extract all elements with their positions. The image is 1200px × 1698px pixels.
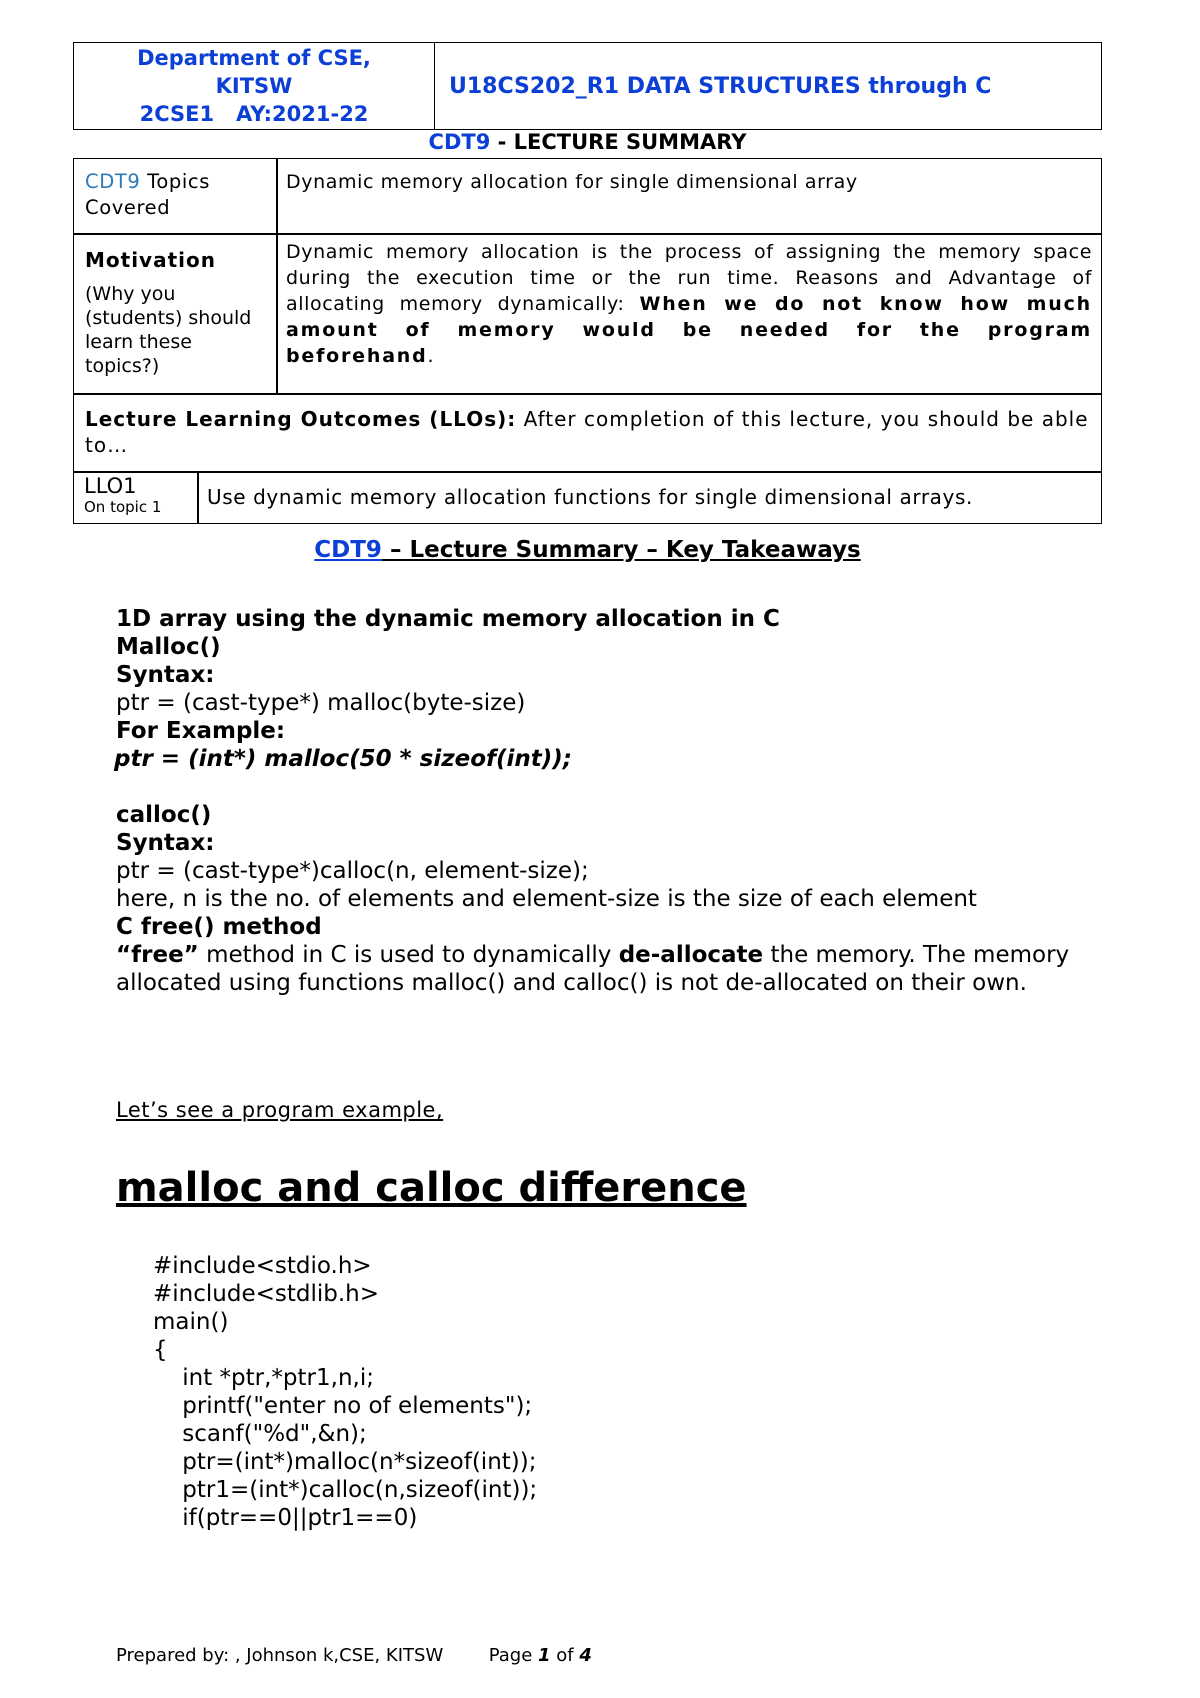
- free-paragraph: [116, 941, 1096, 997]
- main-content: [116, 605, 1096, 997]
- code-line: if(ptr==0||ptr1==0): [153, 1505, 418, 1531]
- motivation-text-end: .: [427, 345, 435, 367]
- subtitle-code: CDT9: [428, 130, 491, 154]
- topics-label: Topics Covered: [85, 170, 210, 219]
- free-text-2: the memory. The memory allocated using functions malloc() and calloc() is not de-allocated on their own.: [116, 942, 1070, 996]
- code-line: int *ptr,*ptr1,n,i;: [153, 1365, 374, 1391]
- motivation-text-plain: Dynamic memory allocation is the process of assigning the memory space during the execution time or the run time. Reasons and Advantage of allocating memory dynamically:: [286, 241, 1092, 315]
- llo1-label-cell: [73, 471, 199, 524]
- free-title: C free() method: [116, 914, 322, 940]
- calloc-here-line: here, n is the no. of elements and element-size is the size of each element: [116, 886, 977, 912]
- free-bold: de-allocate: [618, 942, 764, 968]
- course-title: U18CS202_R1 DATA STRUCTURES through C: [435, 43, 1102, 130]
- department-cell: [74, 43, 435, 130]
- section-heading: 1D array using the dynamic memory allocation in C: [116, 606, 780, 632]
- free-quoted: “free”: [116, 942, 199, 968]
- footer: [116, 1645, 592, 1666]
- motivation-sublabel: (Why you (students) should learn these topics?): [85, 283, 252, 377]
- code-line: ptr1=(int*)calloc(n,sizeof(int));: [153, 1477, 538, 1503]
- malloc-syntax-line: ptr = (cast-type*) malloc(byte-size): [116, 690, 526, 716]
- llo-header-rest: After completion of this lecture, you should be able to…: [85, 407, 1089, 457]
- llo1-sublabel: On topic 1: [84, 498, 162, 516]
- lecture-summary-subtitle: [0, 130, 1175, 154]
- llo1-label: LLO1: [84, 474, 137, 498]
- program-example-link: Let’s see a program example,: [116, 1098, 444, 1122]
- malloc-syntax-label: Syntax:: [116, 662, 215, 688]
- llo-header-cell: [73, 393, 1102, 473]
- motivation-text-bold: When we do not know how much amount of memory would be needed for the program beforehand: [286, 293, 1092, 367]
- example-line: ptr = (int*) malloc(50 * sizeof(int));: [114, 746, 573, 772]
- motivation-label: Motivation: [85, 248, 216, 272]
- example-label: For Example:: [116, 718, 286, 744]
- calloc-syntax-label: Syntax:: [116, 830, 215, 856]
- topics-value-cell: [276, 158, 1102, 235]
- code-line: main(): [153, 1309, 229, 1335]
- motivation-text-cell: [276, 233, 1102, 395]
- calloc-syntax-line: ptr = (cast-type*)calloc(n, element-size);: [116, 858, 589, 884]
- code-line: #include<stdio.h>: [153, 1253, 372, 1279]
- prepared-by: Prepared by: , Johnson k,CSE, KITSW: [116, 1645, 444, 1666]
- page-number: 1: [538, 1645, 551, 1666]
- llo1-text-cell: [197, 471, 1102, 524]
- code-line: #include<stdlib.h>: [153, 1281, 380, 1307]
- llo-header-bold: Lecture Learning Outcomes (LLOs):: [85, 407, 517, 431]
- code-line: scanf("%d",&n);: [153, 1421, 367, 1447]
- calloc-title: calloc(): [116, 802, 212, 828]
- malloc-title: Malloc(): [116, 634, 221, 660]
- of-word: of: [550, 1645, 580, 1666]
- free-text-1: method in C is used to dynamically: [198, 942, 619, 968]
- page-word: Page: [488, 1645, 539, 1666]
- page-total: 4: [579, 1645, 592, 1666]
- motivation-text: [286, 239, 1092, 369]
- llo1-text: Use dynamic memory allocation functions for single dimensional arrays.: [207, 485, 973, 509]
- code-block: [153, 1252, 537, 1532]
- code-line: {: [153, 1337, 168, 1363]
- topics-label-cell: [73, 158, 278, 235]
- department-line-1: Department of CSE,: [137, 46, 371, 70]
- subtitle-rest: - LECTURE SUMMARY: [490, 130, 747, 154]
- code-line: printf("enter no of elements");: [153, 1393, 533, 1419]
- department-line-2: KITSW: [215, 74, 293, 98]
- takeaways-code: CDT9: [314, 537, 382, 563]
- motivation-label-cell: [73, 233, 278, 395]
- comparison-heading: malloc and calloc difference: [116, 1165, 747, 1211]
- code-line: ptr=(int*)malloc(n*sizeof(int));: [153, 1449, 537, 1475]
- header-table: [73, 42, 1102, 130]
- takeaways-title: [0, 537, 1175, 563]
- takeaways-rest: – Lecture Summary – Key Takeaways: [381, 537, 861, 563]
- topics-value: Dynamic memory allocation for single dimensional array: [286, 171, 858, 193]
- topics-code: CDT9: [85, 170, 141, 193]
- department-line-3: 2CSE1 AY:2021-22: [139, 102, 369, 126]
